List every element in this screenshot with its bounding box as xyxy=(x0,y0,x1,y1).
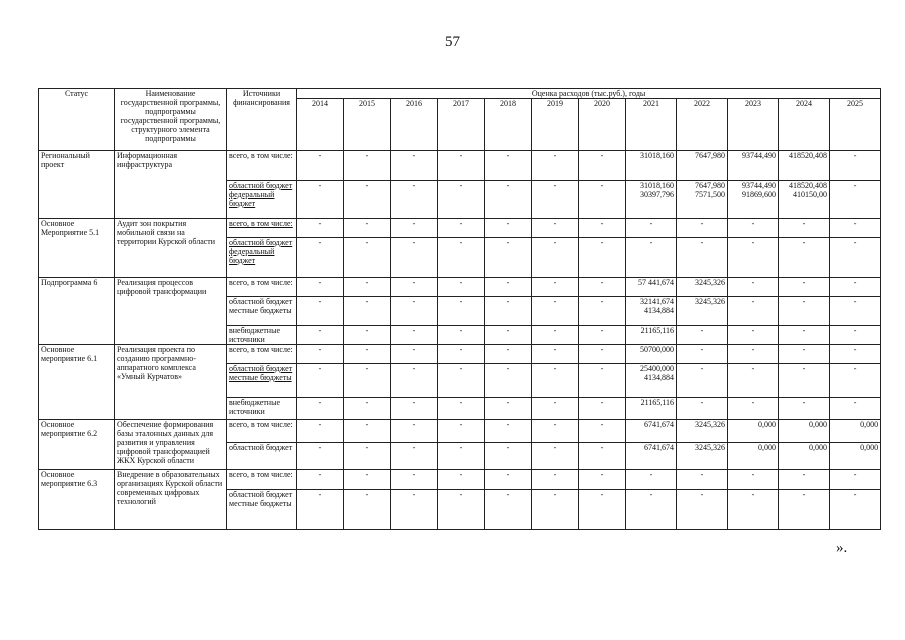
value-cell-2015: - xyxy=(344,297,391,326)
funding-source-cell: областной бюджет федеральный бюджет xyxy=(227,238,297,278)
value-cell-2020: - xyxy=(579,345,626,364)
funding-source-cell: областной бюджет xyxy=(227,443,297,470)
value-cell-2022: 3245,326 xyxy=(677,297,728,326)
value-cell-2015: - xyxy=(344,398,391,420)
funding-source-cell: внебюджетные источники xyxy=(227,398,297,420)
value-cell-2021: 6741,674 xyxy=(626,443,677,470)
value-cell-2017: - xyxy=(438,219,485,238)
status-cell: Региональный проект xyxy=(39,151,115,219)
value-cell-2023: - xyxy=(728,364,779,398)
value-cell-2023: - xyxy=(728,326,779,345)
value-cell-2015: - xyxy=(344,345,391,364)
header-expenses: Оценка расходов (тыс.руб.), годы xyxy=(297,89,881,99)
program-name-cell: Аудит зон покрытия мобильной связи на территории Курской области xyxy=(115,219,227,278)
value-cell-2025: - xyxy=(830,181,881,219)
value-cell-2020: - xyxy=(579,398,626,420)
funding-source-cell: всего, в том числе: xyxy=(227,219,297,238)
value-cell-2025: - xyxy=(830,151,881,181)
value-cell-2025: - xyxy=(830,345,881,364)
value-cell-2016: - xyxy=(391,181,438,219)
value-cell-2022: 3245,326 xyxy=(677,420,728,443)
value-cell-2025: 0,000 xyxy=(830,420,881,443)
value-cell-2014: - xyxy=(297,297,344,326)
value-cell-2024: - xyxy=(779,238,830,278)
value-cell-2019: - xyxy=(532,278,579,297)
value-cell-2023: 93744,490 xyxy=(728,151,779,181)
funding-source-cell: областной бюджет местные бюджеты xyxy=(227,297,297,326)
value-cell-2024: 0,000 xyxy=(779,420,830,443)
value-cell-2021: - xyxy=(626,238,677,278)
value-cell-2019: - xyxy=(532,490,579,530)
value-cell-2021: 31018,160 xyxy=(626,151,677,181)
value-cell-2017: - xyxy=(438,364,485,398)
year-header: 2022 xyxy=(677,99,728,151)
value-cell-2015: - xyxy=(344,181,391,219)
value-cell-2014: - xyxy=(297,278,344,297)
value-cell-2018: - xyxy=(485,443,532,470)
value-cell-2018: - xyxy=(485,181,532,219)
value-cell-2021: 21165,116 xyxy=(626,398,677,420)
value-cell-2015: - xyxy=(344,490,391,530)
value-cell-2018: - xyxy=(485,297,532,326)
value-cell-2019: - xyxy=(532,398,579,420)
value-cell-2019: - xyxy=(532,420,579,443)
value-cell-2019: - xyxy=(532,297,579,326)
year-header: 2024 xyxy=(779,99,830,151)
header-status: Статус xyxy=(39,89,115,151)
value-cell-2021: 32141,674 4134,884 xyxy=(626,297,677,326)
value-cell-2019: - xyxy=(532,470,579,490)
value-cell-2025: - xyxy=(830,326,881,345)
value-cell-2023: - xyxy=(728,345,779,364)
value-cell-2019: - xyxy=(532,151,579,181)
value-cell-2015: - xyxy=(344,219,391,238)
value-cell-2020: - xyxy=(579,364,626,398)
value-cell-2017: - xyxy=(438,420,485,443)
value-cell-2020: - xyxy=(579,443,626,470)
value-cell-2017: - xyxy=(438,297,485,326)
value-cell-2022: - xyxy=(677,238,728,278)
funding-source-cell: областной бюджет федеральный бюджет xyxy=(227,181,297,219)
value-cell-2017: - xyxy=(438,278,485,297)
header-name: Наименование государственной программы, подпрограммы государственной программы, структурного элемента подпрограммы xyxy=(115,89,227,151)
value-cell-2024: - xyxy=(779,278,830,297)
year-header: 2017 xyxy=(438,99,485,151)
value-cell-2020: - xyxy=(579,278,626,297)
value-cell-2023: 0,000 xyxy=(728,420,779,443)
year-header: 2016 xyxy=(391,99,438,151)
value-cell-2024: - xyxy=(779,297,830,326)
value-cell-2018: - xyxy=(485,420,532,443)
value-cell-2019: - xyxy=(532,181,579,219)
value-cell-2022: - xyxy=(677,398,728,420)
table-row xyxy=(39,219,881,238)
value-cell-2014: - xyxy=(297,470,344,490)
value-cell-2023: - xyxy=(728,278,779,297)
value-cell-2025: - xyxy=(830,470,881,490)
value-cell-2016: - xyxy=(391,364,438,398)
value-cell-2017: - xyxy=(438,345,485,364)
value-cell-2023: - xyxy=(728,490,779,530)
value-cell-2014: - xyxy=(297,420,344,443)
value-cell-2019: - xyxy=(532,326,579,345)
value-cell-2018: - xyxy=(485,238,532,278)
year-header: 2018 xyxy=(485,99,532,151)
status-cell: Основное Мероприятие 5.1 xyxy=(39,219,115,278)
value-cell-2021: - xyxy=(626,219,677,238)
value-cell-2014: - xyxy=(297,238,344,278)
header-sources: Источники финансирования xyxy=(227,89,297,151)
value-cell-2021: - xyxy=(626,490,677,530)
value-cell-2023: - xyxy=(728,219,779,238)
value-cell-2018: - xyxy=(485,470,532,490)
value-cell-2021: 57 441,674 xyxy=(626,278,677,297)
value-cell-2020: - xyxy=(579,490,626,530)
value-cell-2022: 7647,980 7571,500 xyxy=(677,181,728,219)
value-cell-2018: - xyxy=(485,151,532,181)
value-cell-2014: - xyxy=(297,364,344,398)
value-cell-2019: - xyxy=(532,443,579,470)
value-cell-2024: - xyxy=(779,470,830,490)
value-cell-2024: - xyxy=(779,490,830,530)
funding-source-cell: всего, в том числе: xyxy=(227,470,297,490)
value-cell-2024: 418520,408 410150,00 xyxy=(779,181,830,219)
value-cell-2025: - xyxy=(830,278,881,297)
value-cell-2020: - xyxy=(579,151,626,181)
value-cell-2018: - xyxy=(485,490,532,530)
value-cell-2017: - xyxy=(438,398,485,420)
year-header: 2014 xyxy=(297,99,344,151)
value-cell-2022: - xyxy=(677,490,728,530)
value-cell-2022: - xyxy=(677,219,728,238)
value-cell-2020: - xyxy=(579,238,626,278)
value-cell-2014: - xyxy=(297,490,344,530)
value-cell-2016: - xyxy=(391,297,438,326)
value-cell-2016: - xyxy=(391,326,438,345)
value-cell-2021: 21165,116 xyxy=(626,326,677,345)
table-row xyxy=(39,470,881,490)
status-cell: Подпрограмма 6 xyxy=(39,278,115,345)
value-cell-2015: - xyxy=(344,470,391,490)
value-cell-2020: - xyxy=(579,470,626,490)
value-cell-2017: - xyxy=(438,181,485,219)
year-header: 2021 xyxy=(626,99,677,151)
value-cell-2015: - xyxy=(344,278,391,297)
year-header: 2020 xyxy=(579,99,626,151)
value-cell-2024: 0,000 xyxy=(779,443,830,470)
value-cell-2018: - xyxy=(485,345,532,364)
page-number: 57 xyxy=(445,34,460,50)
value-cell-2015: - xyxy=(344,238,391,278)
value-cell-2025: - xyxy=(830,238,881,278)
value-cell-2014: - xyxy=(297,151,344,181)
program-name-cell: Обеспечение формирования базы эталонных данных для развития и управления цифровой трансформацией ЖКХ Курской области xyxy=(115,420,227,470)
value-cell-2025: - xyxy=(830,364,881,398)
funding-source-cell: всего, в том числе: xyxy=(227,420,297,443)
program-name-cell: Реализация процессов цифровой трансформации xyxy=(115,278,227,345)
year-header: 2019 xyxy=(532,99,579,151)
value-cell-2025: - xyxy=(830,490,881,530)
value-cell-2024: 418520,408 xyxy=(779,151,830,181)
value-cell-2019: - xyxy=(532,238,579,278)
value-cell-2020: - xyxy=(579,219,626,238)
year-header: 2023 xyxy=(728,99,779,151)
value-cell-2025: 0,000 xyxy=(830,443,881,470)
value-cell-2021: 31018,160 30397,796 xyxy=(626,181,677,219)
value-cell-2018: - xyxy=(485,364,532,398)
value-cell-2019: - xyxy=(532,364,579,398)
value-cell-2021: 50700,000 xyxy=(626,345,677,364)
value-cell-2014: - xyxy=(297,219,344,238)
value-cell-2025: - xyxy=(830,398,881,420)
program-name-cell: Реализация проекта по созданию программно-аппаратного комплекса «Умный Курчатов» xyxy=(115,345,227,420)
value-cell-2015: - xyxy=(344,443,391,470)
value-cell-2016: - xyxy=(391,490,438,530)
closing-mark: ». xyxy=(836,540,848,556)
value-cell-2023: - xyxy=(728,297,779,326)
value-cell-2017: - xyxy=(438,326,485,345)
value-cell-2022: 3245,326 xyxy=(677,278,728,297)
program-name-cell: Информационная инфраструктура xyxy=(115,151,227,219)
value-cell-2016: - xyxy=(391,278,438,297)
value-cell-2016: - xyxy=(391,238,438,278)
funding-source-cell: областной бюджет местные бюджеты xyxy=(227,364,297,398)
value-cell-2018: - xyxy=(485,219,532,238)
value-cell-2022: - xyxy=(677,345,728,364)
value-cell-2024: - xyxy=(779,345,830,364)
value-cell-2016: - xyxy=(391,398,438,420)
value-cell-2019: - xyxy=(532,345,579,364)
value-cell-2017: - xyxy=(438,470,485,490)
funding-source-cell: всего, в том числе: xyxy=(227,278,297,297)
value-cell-2016: - xyxy=(391,470,438,490)
value-cell-2014: - xyxy=(297,398,344,420)
value-cell-2024: - xyxy=(779,398,830,420)
value-cell-2020: - xyxy=(579,297,626,326)
value-cell-2018: - xyxy=(485,326,532,345)
value-cell-2023: - xyxy=(728,398,779,420)
value-cell-2021: - xyxy=(626,470,677,490)
value-cell-2023: 0,000 xyxy=(728,443,779,470)
value-cell-2020: - xyxy=(579,181,626,219)
value-cell-2016: - xyxy=(391,420,438,443)
value-cell-2022: 7647,980 xyxy=(677,151,728,181)
value-cell-2017: - xyxy=(438,490,485,530)
value-cell-2015: - xyxy=(344,151,391,181)
value-cell-2022: - xyxy=(677,470,728,490)
year-header: 2025 xyxy=(830,99,881,151)
value-cell-2014: - xyxy=(297,181,344,219)
value-cell-2025: - xyxy=(830,297,881,326)
value-cell-2021: 25400,000 4134,884 xyxy=(626,364,677,398)
status-cell: Основное мероприятие 6.3 xyxy=(39,470,115,530)
value-cell-2017: - xyxy=(438,443,485,470)
status-cell: Основное мероприятие 6.2 xyxy=(39,420,115,470)
value-cell-2021: 6741,674 xyxy=(626,420,677,443)
value-cell-2025: - xyxy=(830,219,881,238)
value-cell-2016: - xyxy=(391,345,438,364)
year-header: 2015 xyxy=(344,99,391,151)
value-cell-2014: - xyxy=(297,345,344,364)
program-name-cell: Внедрение в образовательных организациях Курской области современных цифровых технологий xyxy=(115,470,227,530)
value-cell-2024: - xyxy=(779,326,830,345)
table-row xyxy=(39,420,881,443)
value-cell-2020: - xyxy=(579,326,626,345)
table-row xyxy=(39,278,881,297)
value-cell-2018: - xyxy=(485,398,532,420)
value-cell-2014: - xyxy=(297,326,344,345)
value-cell-2015: - xyxy=(344,420,391,443)
funding-source-cell: внебюджетные источники xyxy=(227,326,297,345)
value-cell-2017: - xyxy=(438,238,485,278)
value-cell-2016: - xyxy=(391,443,438,470)
table-row xyxy=(39,345,881,364)
value-cell-2024: - xyxy=(779,364,830,398)
value-cell-2018: - xyxy=(485,278,532,297)
value-cell-2019: - xyxy=(532,219,579,238)
value-cell-2017: - xyxy=(438,151,485,181)
budget-table xyxy=(38,88,881,530)
value-cell-2016: - xyxy=(391,219,438,238)
table-row xyxy=(39,151,881,181)
value-cell-2023: - xyxy=(728,470,779,490)
value-cell-2023: - xyxy=(728,238,779,278)
funding-source-cell: областной бюджет местные бюджеты xyxy=(227,490,297,530)
value-cell-2020: - xyxy=(579,420,626,443)
value-cell-2022: - xyxy=(677,364,728,398)
value-cell-2023: 93744,490 91869,600 xyxy=(728,181,779,219)
funding-source-cell: всего, в том числе: xyxy=(227,151,297,181)
value-cell-2016: - xyxy=(391,151,438,181)
funding-source-cell: всего, в том числе: xyxy=(227,345,297,364)
value-cell-2015: - xyxy=(344,364,391,398)
value-cell-2014: - xyxy=(297,443,344,470)
value-cell-2022: - xyxy=(677,326,728,345)
value-cell-2022: 3245,326 xyxy=(677,443,728,470)
value-cell-2024: - xyxy=(779,219,830,238)
status-cell: Основное мероприятие 6.1 xyxy=(39,345,115,420)
value-cell-2015: - xyxy=(344,326,391,345)
